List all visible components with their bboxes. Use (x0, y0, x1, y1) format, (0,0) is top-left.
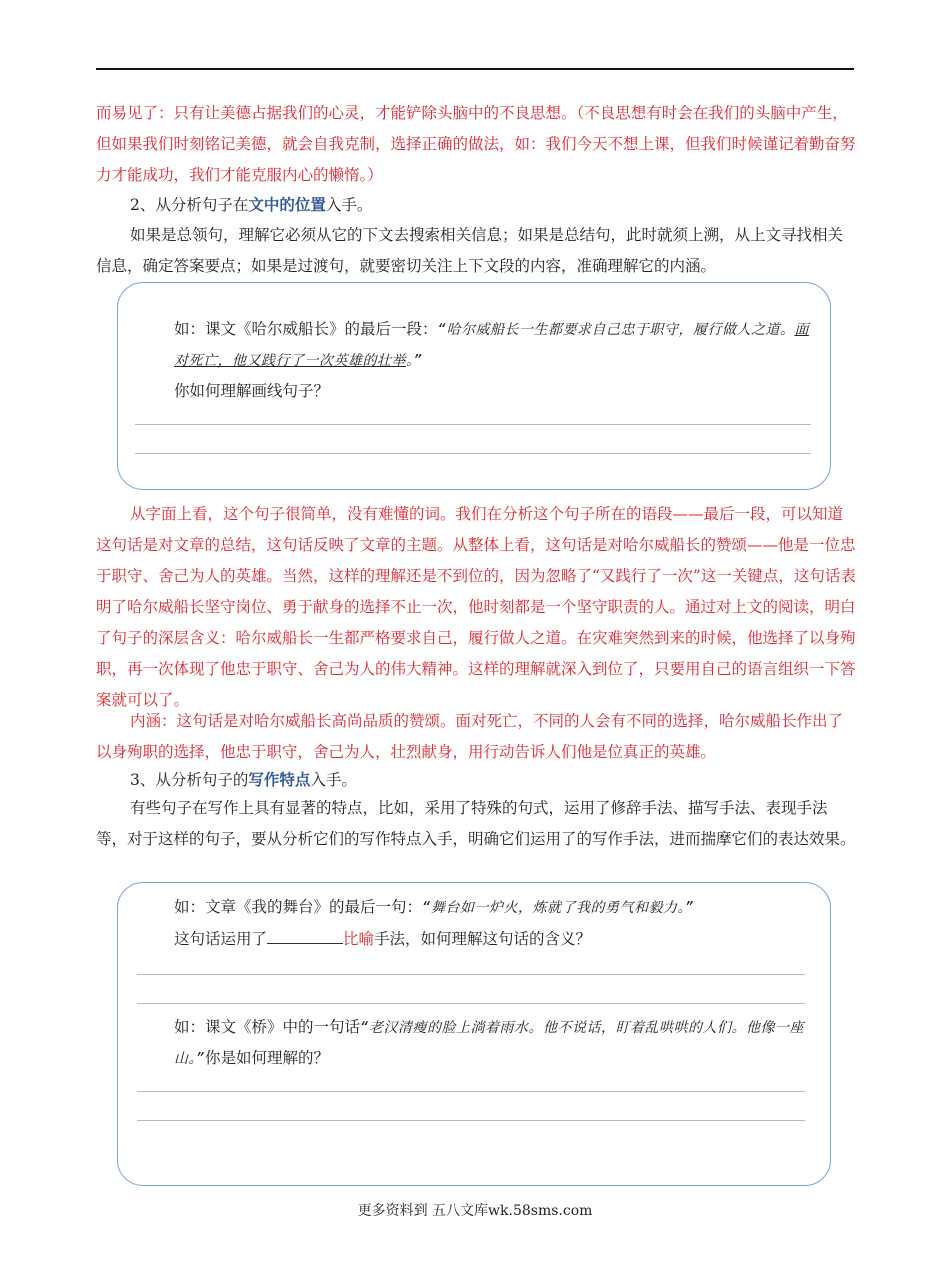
connotation-paragraph: 内涵：这句话是对哈尔威船长高尚品质的赞颂。面对死亡，不同的人会有不同的选择，哈尔威船长作出了以身殉职的选择，他忠于职守，舍己为人，壮烈献身，用行动告诉人们他是位真正的英雄。 (96, 712, 844, 761)
section-2-prefix: 2、从分析句子在 (130, 196, 249, 214)
section-2-heading (96, 189, 858, 221)
example-3-text (142, 1012, 814, 1074)
section-2-body: 如果是总领句，理解它必须从它的下文去搜索相关信息；如果是总结句，此时就须上溯，从上文寻找相关信息，确定答案要点；如果是过渡句，就要密切关注上下文段的内容，准确理解它的内涵。 (96, 226, 844, 275)
analysis-paragraph: 从字面上看，这个句子很简单，没有难懂的词。我们在分析这个句子所在的语段——最后一段，可以知道这句话是对文章的总结，这句话反映了文章的主题。从整体上看，这句话是对哈尔威船长的赞颂——他是一位忠于职守、舍己为人的英雄。当然，这样的理解还是不到位的，因为忽略了“又践行了一次”这一关键点，这句话表明了哈尔威船长坚守岗位、勇于献身的选择不止一次，他时刻都是一个坚守职责的人。通过对上文的阅读，明白了句子的深层含义：哈尔威船长一生都严格要求自己，履行做人之道。在灾难突然到来的时候，他选择了以身殉职，再一次体现了他忠于职守、舍己为人的伟大精神。这样的理解就深入到位了，只要用自己的语言组织一下答案就可以了。 (96, 505, 856, 709)
answer-blank[interactable] (267, 929, 343, 944)
example-2-line2-prefix: 这句话运用了 (174, 930, 268, 948)
section-2-suffix: 入手。 (325, 196, 373, 214)
header-rule (96, 68, 854, 70)
example-1-text (142, 314, 814, 376)
section-3-body: 有些句子在写作上具有显著的特点，比如，采用了特殊的句式，运用了修辞手法、描写手法、表现手法等，对于这样的句子，要从分析它们的写作特点入手，明确它们运用了的写作手法，进而揣摩它们的表达效果。 (96, 799, 856, 848)
intro-paragraph: 而易见了：只有让美德占据我们的心灵，才能铲除头脑中的不良思想。（不良思想有时会在我们的头脑中产生，但如果我们时刻铭记美德，就会自我克制，选择正确的做法，如：我们今天不想上课，但我们时候谨记着勤奋努力才能成功，我们才能克服内心的懒惰。） (96, 104, 856, 184)
example-1-quote-c: 。” (406, 353, 423, 369)
answer-line[interactable] (135, 424, 811, 425)
answer-line[interactable] (137, 1091, 805, 1092)
example-1-quote-a: “哈尔威船长一生都要求自己忠于职守，履行做人之道。 (437, 322, 795, 338)
example-3-prefix: 如：课文《桥》中的一句话 (174, 1018, 361, 1036)
example-2-answer: 比喻 (343, 930, 375, 948)
example-3-quote: “老汉清瘦的脸上淌着雨水。他不说话，盯着乱哄哄的人们。他像一座山。” (174, 1020, 804, 1067)
example-1-quote-underlined: 面对死亡，他又践行了一次英雄的壮举 (174, 322, 809, 369)
section-2-keyword: 文中的位置 (248, 195, 326, 214)
example-2-line2-suffix: 手法，如何理解这句话的含义？ (374, 930, 592, 948)
example-1-question: 你如何理解画线句子？ (174, 382, 330, 400)
answer-line[interactable] (137, 974, 805, 975)
example-2-quote: “舞台如一炉火，炼就了我的勇气和毅力。” (422, 900, 694, 916)
section-3-keyword: 写作特点 (248, 770, 311, 789)
section-3-suffix: 入手。 (310, 771, 357, 789)
example-2-prefix: 如：文章《我的舞台》的最后一句： (174, 898, 423, 916)
example-3-suffix: 你是如何理解的？ (204, 1049, 329, 1067)
answer-line[interactable] (137, 1120, 805, 1121)
example-2-line-2 (174, 924, 814, 954)
example-2-line-1 (174, 892, 814, 923)
footer-text: 更多资料到 五八文库wk.58sms.com (357, 1203, 593, 1219)
example-1-prefix: 如：课文《哈尔威船长》的最后一段： (174, 320, 438, 338)
section-3-prefix: 3、从分析句子的 (130, 771, 249, 789)
section-3-heading (96, 764, 858, 796)
answer-line[interactable] (135, 453, 811, 454)
answer-line[interactable] (137, 1003, 805, 1004)
